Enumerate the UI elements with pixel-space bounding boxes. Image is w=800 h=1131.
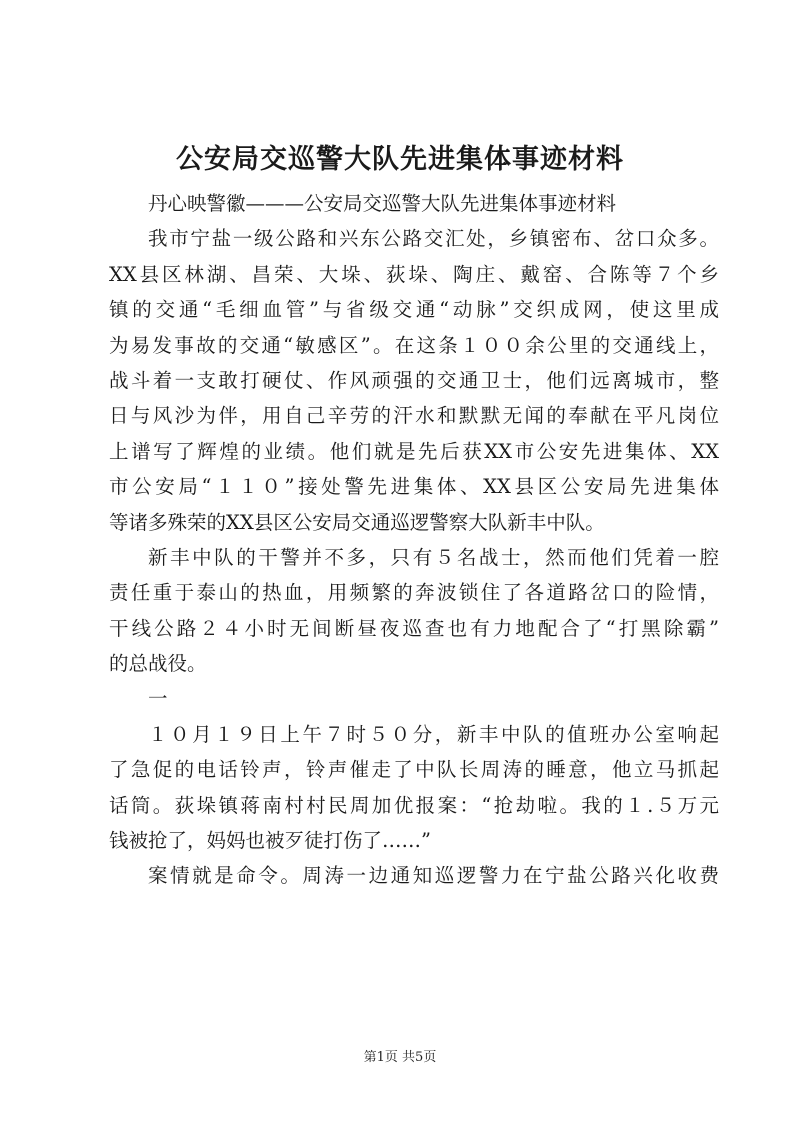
paragraph-line: 责任重于泰山的热血，用频繁的奔波锁住了各道路岔口的险情， bbox=[109, 581, 719, 605]
paragraph-line: 案情就是命令。周涛一边通知巡逻警力在宁盐公路兴化收费 bbox=[148, 864, 719, 888]
paragraph-line: 市公安局“１１０”接处警先进集体、XX县区公安局先进集体 bbox=[109, 475, 719, 499]
subtitle-line: 丹心映警徽———公安局交巡警大队先进集体事迹材料 bbox=[148, 192, 617, 215]
paragraph-line: 了急促的电话铃声，铃声催走了中队长周涛的睡意，他立马抓起 bbox=[109, 758, 719, 782]
paragraph-line: XX县区林湖、昌荣、大垛、荻垛、陶庄、戴窑、合陈等７个乡 bbox=[109, 262, 719, 286]
paragraph-line: 的总战役。 bbox=[109, 652, 207, 676]
paragraph-line: １０月１９日上午７时５０分，新丰中队的值班办公室响起 bbox=[148, 722, 719, 746]
paragraph-line: 我市宁盐一级公路和兴东公路交汇处，乡镇密布、岔口众多。 bbox=[148, 227, 719, 251]
page-number: 第1页 共5页 bbox=[363, 1050, 437, 1065]
paragraph-line: 干线公路２４小时无间断昼夜巡查也有力地配合了“打黑除霸” bbox=[109, 616, 719, 640]
paragraph-line: 为易发事故的交通“敏感区”。在这条１００余公里的交通线上， bbox=[109, 333, 719, 357]
paragraph-line: 上谱写了辉煌的业绩。他们就是先后获XX市公安先进集体、XX bbox=[109, 439, 719, 463]
document-title: 公安局交巡警大队先进集体事迹材料 bbox=[176, 144, 624, 175]
document-body bbox=[109, 186, 719, 894]
paragraph-line: 话筒。荻垛镇蒋南村村民周加优报案：“抢劫啦。我的１.５万元 bbox=[109, 793, 719, 817]
paragraph-line: 战斗着一支敢打硬仗、作风顽强的交通卫士，他们远离城市，整 bbox=[109, 368, 719, 392]
paragraph-line: 钱被抢了，妈妈也被歹徒打伤了……” bbox=[109, 829, 431, 853]
paragraph-line: 新丰中队的干警并不多，只有５名战士，然而他们凭着一腔 bbox=[148, 545, 719, 569]
section-number: 一 bbox=[148, 687, 168, 711]
paragraph-line: 日与风沙为伴，用自己辛劳的汗水和默默无闻的奉献在平凡岗位 bbox=[109, 404, 719, 428]
paragraph-line: 镇的交通“毛细血管”与省级交通“动脉”交织成网，使这里成 bbox=[109, 298, 719, 322]
paragraph-line: 等诸多殊荣的XX县区公安局交通巡逻警察大队新丰中队。 bbox=[109, 510, 605, 534]
